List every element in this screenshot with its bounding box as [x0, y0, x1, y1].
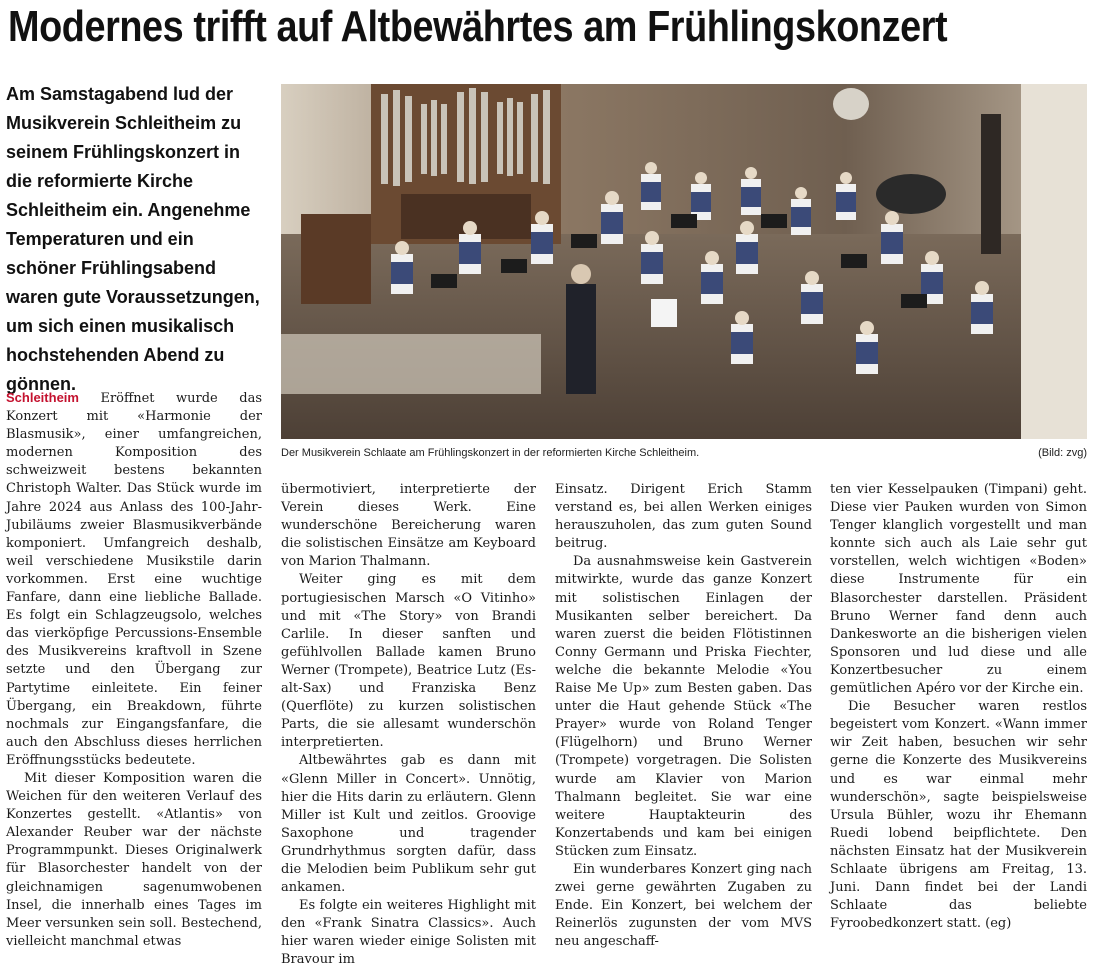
paragraph: [6, 389, 262, 770]
article-column-2: [281, 481, 536, 970]
article-column-3: [555, 481, 812, 951]
paragraph: übermotiviert, interpretierte der Verein dieses Werk. Eine wunderschöne Bereicherung waren die solistischen Einsätze am Keyboard von Marion Thalmann.: [281, 482, 536, 570]
article-column-4: [830, 481, 1087, 933]
location-kicker: Schleitheim: [6, 390, 79, 405]
paragraph: Da ausnahmsweise kein Gastverein mitwirkte, wurde das ganze Konzert mit solistischen Einlagen der Musikanten selber bereichert. Da waren zuerst die beiden Flötistinnen Conny Germann und Priska Fiechter, welche die bekannte Melodie «You Raise Me Up» zum Besten gaben. Das unter die Haut gehende Stück «The Prayer» wurde von Roland Tenger (Flügelhorn) und Bruno Werner (Trompete) vorgetragen. Die Solisten wurde am Klavier von Marion Thalmann begleitet. Sie war eine weitere Hauptakteurin des Konzertabends und kam bei einigen Stücken zum Einsatz.: [555, 554, 812, 859]
photo-caption: [281, 446, 1087, 462]
paragraph: Es folgte ein weiteres Highlight mit den «Frank Sinatra Classics». Auch hier waren wieder einige Solisten mit Bravour im: [281, 898, 536, 968]
caption-text: Der Musikverein Schlaate am Frühlingskonzert in der reformierten Kirche Schleitheim.: [281, 447, 700, 459]
paragraph: Mit dieser Komposition waren die Weichen für den weiteren Verlauf des Konzertes gestellt. «Atlantis» von Alexander Reuber war der nächste Programmpunkt. Dieses Originalwerk für Blasorchester handelt von der gleichnamigen sagenumwobenen Insel, die innerhalb eines Tages im Meer versunken sein soll. Bestechend, vielleicht manchmal etwas: [6, 770, 262, 949]
article-column-1: [6, 389, 262, 951]
paragraph-text: Eröffnet wurde das Konzert mit «Harmonie der Blasmusik», einer umfangreichen, modernen Komposition des schweizweit bestens bekannten Christoph Walter. Das Stück wurde im Jahre 2024 aus Anlass des 100-Jahr-Jubiläums zweier Blasmusikverbände komponiert. Umfangreich deshalb, weil verschiedene Musikstile darin vorkommen. Erst eine wuchtige Fanfare, dann eine liebliche Ballade. Es folgt ein Schlagzeugsolo, welches das vierköpfige Percussions-Ensemble des Musikvereins kraftvoll in Szene setzte und den Übergang zur Partytime einleitete. Ein feiner Übergang, ein Breakdown, führte nochmals zur Eingangsfanfare, die auch den Abschluss dieses herrlichen Eröffnungsstücks bedeutete.: [6, 391, 262, 768]
paragraph: Einsatz. Dirigent Erich Stamm verstand es, bei allen Werken einiges herauszuholen, das zum guten Sound beitrug.: [555, 482, 812, 552]
headline: Modernes trifft auf Altbewährtes am Frühlingskonzert: [8, 2, 948, 51]
photo-credit: (Bild: zvg): [1038, 447, 1087, 459]
paragraph: Die Besucher waren restlos begeistert vom Konzert. «Wann immer wir Zeit haben, besuchen wir sehr gerne die Konzerte des Musikvereins und es war einmal mehr wunderschön», sagte beispielsweise Ursula Bühler, wozu ihr Ehemann Ruedi lobend beipflichtete. Den nächsten Einsatz hat der Musikverein Schlaate übrigens am Freitag, 13. Juni. Dann findet bei der Landi Schlaate das beliebte Fyroobedkonzert statt. (eg): [830, 699, 1087, 932]
lead-paragraph: Am Samstagabend lud der Musikverein Schleitheim zu seinem Frühlingskonzert in die reformierte Kirche Schleitheim ein. Angenehme Temperaturen und ein schöner Frühlingsabend waren gute Voraussetzungen, um sich einen musikalisch hochstehenden Abend zu gönnen.: [6, 84, 260, 394]
paragraph: ten vier Kesselpauken (Timpani) geht. Diese vier Pauken wurden von Simon Tenger klanglich vorgestellt und man konnte sich auch als Laie sehr gut vorstellen, welch wichtigen «Boden» diese Instrumente für ein Blasorchester darstellen. Präsident Bruno Werner fand denn auch Dankesworte an die bisherigen vielen Sponsoren und lud diese und alle Konzertbesucher zu einem gemütlichen Apéro vor der Kirche ein.: [830, 482, 1087, 697]
paragraph: Altbewährtes gab es dann mit «Glenn Miller in Concert». Unnötig, hier die Hits darin zu erläutern. Glenn Miller ist Kult und zeitlos. Groovige Saxophone und tragender Grundrhythmus sorgten dafür, dass die Melodien beim Publikum sehr gut ankamen.: [281, 753, 536, 896]
paragraph: Ein wunderbares Konzert ging nach zwei gerne gewährten Zugaben zu Ende. Ein Konzert, bei welchem der Reinerlös zugunsten der vom MVS neu angeschaff-: [555, 861, 812, 950]
concert-photo: [281, 84, 1087, 439]
paragraph: Weiter ging es mit dem portugiesischen Marsch «O Vitinho» und mit «The Story» von Brandi Carlile. In dieser sanften und gefühlvollen Ballade kamen Bruno Werner (Trompete), Beatrice Lutz (Es-alt-Sax) und Franziska Benz (Querflöte) zu kurzen solistischen Parts, die sie allesamt wunderschön interpretierten.: [281, 572, 536, 751]
